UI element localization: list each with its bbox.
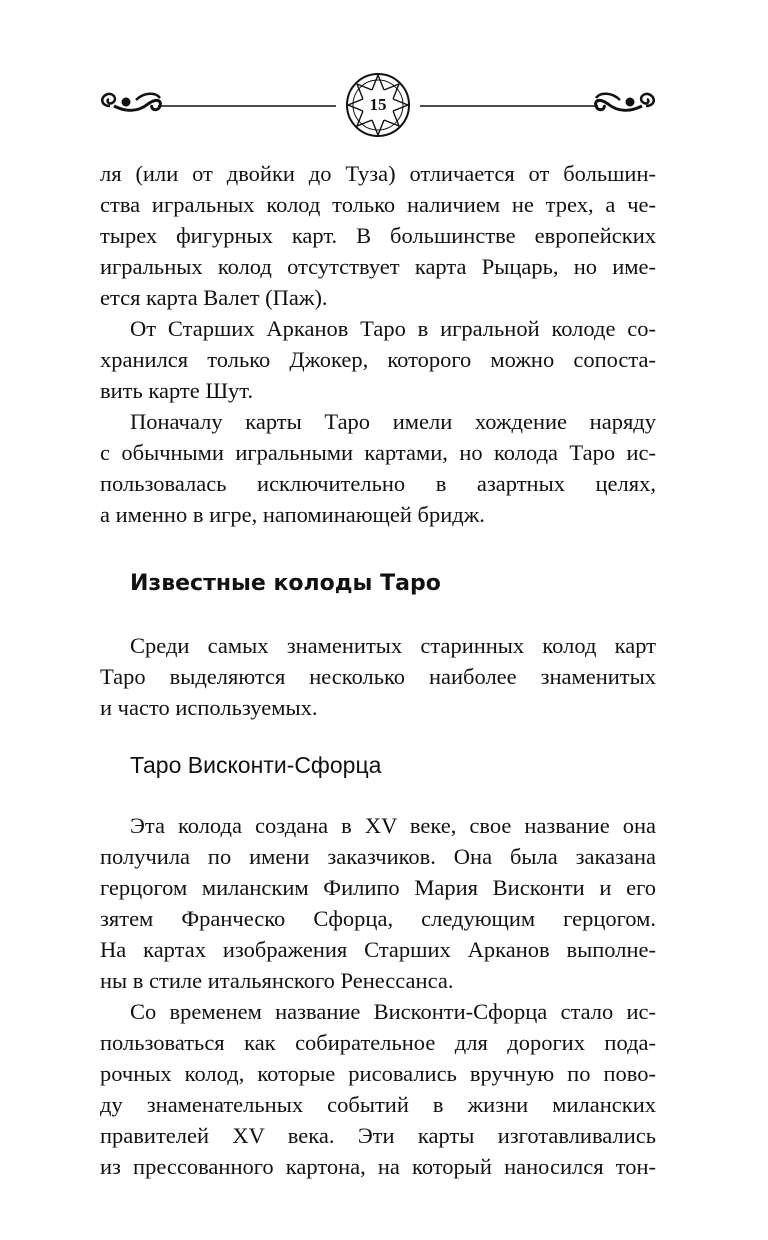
- text-line: и часто используемых.: [100, 695, 318, 720]
- text-line: хранился только Джокер, которого можно сопоста-: [100, 347, 656, 372]
- text-line: На картах изображения Старших Арканов выполне-: [100, 937, 656, 962]
- text-line: получила по имени заказчиков. Она была заказана: [100, 844, 656, 869]
- text-line: пользоваться как собирательное для дорогих пода-: [100, 1030, 656, 1055]
- text-line: Поначалу карты Таро имели хождение наряду: [130, 409, 656, 434]
- text-line: Со временем название Висконти-Сфорца стало ис-: [130, 999, 656, 1024]
- section-heading: Известные колоды Таро: [130, 571, 441, 596]
- text-line: игральных колод отсутствует карта Рыцарь, но име-: [100, 254, 656, 279]
- text-line: тырех фигурных карт. В большинстве европейских: [100, 223, 656, 248]
- text-line: правителей XV века. Эти карты изготавливались: [100, 1123, 656, 1148]
- text-line: герцогом миланским Филипо Мария Висконти и его: [100, 875, 656, 900]
- page-number: 15: [369, 95, 387, 114]
- page-header: [96, 70, 660, 140]
- text-line: Среди самых знаменитых старинных колод карт: [130, 633, 656, 658]
- text-line: зятем Франческо Сфорца, следующим герцогом.: [100, 906, 656, 931]
- text-line: ства игральных колод только наличием не трех, а че-: [100, 192, 656, 217]
- text-line: ны в стиле итальянского Ренессанса.: [100, 968, 454, 993]
- text-line: а именно в игре, напоминающей бридж.: [100, 502, 485, 527]
- paragraph-2: [100, 313, 656, 406]
- text-line: Таро выделяются несколько наиболее знаменитых: [100, 664, 656, 689]
- paragraph-6: [100, 996, 656, 1182]
- text-line: ется карта Валет (Паж).: [100, 285, 328, 310]
- text-line: пользовалась исключительно в азартных целях,: [100, 471, 656, 496]
- text-line: ду знаменательных событий в жизни миланских: [100, 1092, 656, 1117]
- text-line: Эта колода создана в XV веке, свое название она: [130, 813, 656, 838]
- paragraph-3: [100, 406, 656, 530]
- paragraph-5: [100, 810, 656, 996]
- paragraph-4: [100, 630, 656, 723]
- text-line: ля (или от двойки до Туза) отличается от большин-: [100, 161, 656, 186]
- text-line: с обычными игральными картами, но колода Таро ис-: [100, 440, 656, 465]
- paragraph-1: [100, 158, 656, 313]
- text-line: из прессованного картона, на который наносился тон-: [100, 1154, 656, 1179]
- text-line: вить карте Шут.: [100, 378, 254, 403]
- text-line: рочных колод, которые рисовались вручную по пово-: [100, 1061, 656, 1086]
- text-line: От Старших Арканов Таро в игральной колоде со-: [130, 316, 656, 341]
- subsection-heading: Таро Висконти-Сфорца: [130, 752, 382, 778]
